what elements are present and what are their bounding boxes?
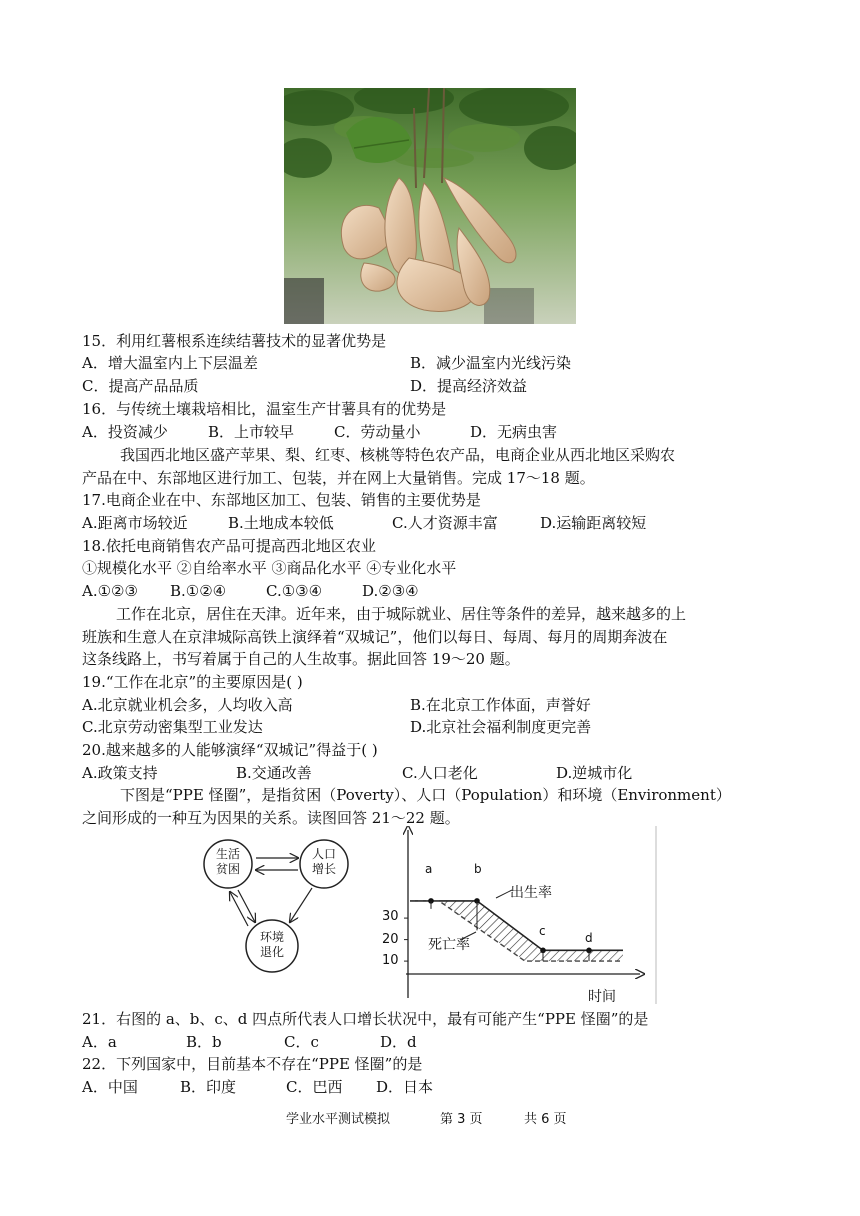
q21-option-d: D．d <box>380 1033 417 1051</box>
q16-option-a: A．投资减少 <box>82 423 168 441</box>
node-population-line1: 人口 <box>311 847 336 861</box>
q21-option-a: A．a <box>82 1033 117 1051</box>
y-tick-30: 30 <box>382 909 399 924</box>
q18-option-a: A.①②③ <box>82 582 138 600</box>
passage3-line2: 之间形成的一种互为因果的关系。读图回答 21～22 题。 <box>82 809 460 827</box>
q16-stem: 16．与传统土壤栽培相比，温室生产甘薯具有的优势是 <box>82 400 447 418</box>
y-tick-20: 20 <box>382 932 399 947</box>
q17-option-a: A.距离市场较近 <box>82 514 188 532</box>
q16-option-c: C．劳动量小 <box>334 423 421 441</box>
node-poverty-line2: 贫困 <box>215 862 240 876</box>
y-tick-10: 10 <box>382 953 399 968</box>
footer-page-number: 第 3 页 <box>440 1112 483 1127</box>
q22-stem: 22．下列国家中，目前基本不存在“PPE 怪圈”的是 <box>82 1055 423 1073</box>
node-poverty-line1: 生活 <box>215 847 240 861</box>
q16-option-b: B．上市较早 <box>208 423 295 441</box>
q16-option-d: D．无病虫害 <box>470 423 558 441</box>
q15-option-b: B．减少温室内光线污染 <box>410 354 572 372</box>
q18-option-c: C.①③④ <box>266 582 323 600</box>
q19-option-b: B.在北京工作体面，声誉好 <box>410 696 591 714</box>
point-label-d: d <box>585 931 593 945</box>
passage2-line3: 这条线路上，书写着属于自己的人生故事。据此回答 19～20 题。 <box>82 650 520 668</box>
q22-option-c: C．巴西 <box>286 1078 343 1096</box>
q19-option-c: C.北京劳动密集型工业发达 <box>82 718 263 736</box>
q20-option-a: A.政策支持 <box>82 764 158 782</box>
q15-stem: 15．利用红薯根系连续结薯技术的显著优势是 <box>82 332 387 350</box>
q20-option-b: B.交通改善 <box>236 764 312 782</box>
q21-option-c: C．c <box>284 1033 319 1051</box>
x-axis-label: 时间 <box>588 989 616 1005</box>
death-rate-label: 死亡率 <box>428 937 470 953</box>
q22-option-a: A．中国 <box>82 1078 138 1096</box>
q17-option-d: D.运输距离较短 <box>540 514 647 532</box>
q19-option-a: A.北京就业机会多，人均收入高 <box>82 696 293 714</box>
point-label-c: c <box>539 924 546 938</box>
q20-stem: 20.越来越多的人能够演绎“双城记”得益于( ) <box>82 741 378 759</box>
q19-stem: 19.“工作在北京”的主要原因是( ) <box>82 673 303 691</box>
node-environment-line1: 环境 <box>259 930 284 944</box>
q17-option-b: B.土地成本较低 <box>228 514 334 532</box>
footer-exam-title: 学业水平测试模拟 <box>286 1112 391 1127</box>
point-label-a: a <box>425 862 433 876</box>
q19-option-d: D.北京社会福利制度更完善 <box>410 718 592 736</box>
q18-option-b: B.①②④ <box>170 582 227 600</box>
birth-rate-label: 出生率 <box>510 885 552 901</box>
passage2-line2: 班族和生意人在京津城际高铁上演绎着“双城记”，他们以每日、每周、每月的周期奔波在 <box>82 628 668 646</box>
q22-option-d: D．日本 <box>376 1078 434 1096</box>
q15-option-c: C．提高产品品质 <box>82 377 199 395</box>
q17-stem: 17.电商企业在中、东部地区加工、包装、销售的主要优势是 <box>82 491 481 509</box>
footer-total-pages: 共 6 页 <box>524 1112 567 1127</box>
sweet-potato-photo <box>284 88 576 324</box>
node-population-line2: 增长 <box>311 862 336 876</box>
q21-option-b: B．b <box>186 1033 222 1051</box>
q15-option-d: D．提高经济效益 <box>410 377 528 395</box>
passage1-line2: 产品在中、东部地区进行加工、包装，并在网上大量销售。完成 17～18 题。 <box>82 469 595 487</box>
point-label-b: b <box>474 862 482 876</box>
q18-stem: 18.依托电商销售农产品可提高西北地区农业 <box>82 537 376 555</box>
node-environment-line2: 退化 <box>259 945 284 959</box>
q18-option-d: D.②③④ <box>362 582 419 600</box>
q18-items: ①规模化水平 ②自给率水平 ③商品化水平 ④专业化水平 <box>82 559 457 577</box>
population-chart <box>378 826 658 1004</box>
q20-option-c: C.人口老化 <box>402 764 478 782</box>
passage2-line1: 工作在北京，居住在天津。近年来，由于城际就业、居住等条件的差异，越来越多的上 <box>116 605 687 623</box>
q15-option-a: A．增大温室内上下层温差 <box>82 354 258 372</box>
ppe-cycle-diagram <box>200 836 370 988</box>
passage3-line1: 下图是“PPE 怪圈”，是指贫困（Poverty）、人口（Population）和环境（Environment） <box>120 786 731 804</box>
q20-option-d: D.逆城市化 <box>556 764 633 782</box>
q22-option-b: B．印度 <box>180 1078 237 1096</box>
q21-stem: 21．右图的 a、b、c、d 四点所代表人口增长状况中，最有可能产生“PPE 怪圈”的是 <box>82 1010 649 1028</box>
q17-option-c: C.人才资源丰富 <box>392 514 498 532</box>
passage1-line1: 我国西北地区盛产苹果、梨、红枣、核桃等特色农产品，电商企业从西北地区采购农 <box>120 446 676 464</box>
